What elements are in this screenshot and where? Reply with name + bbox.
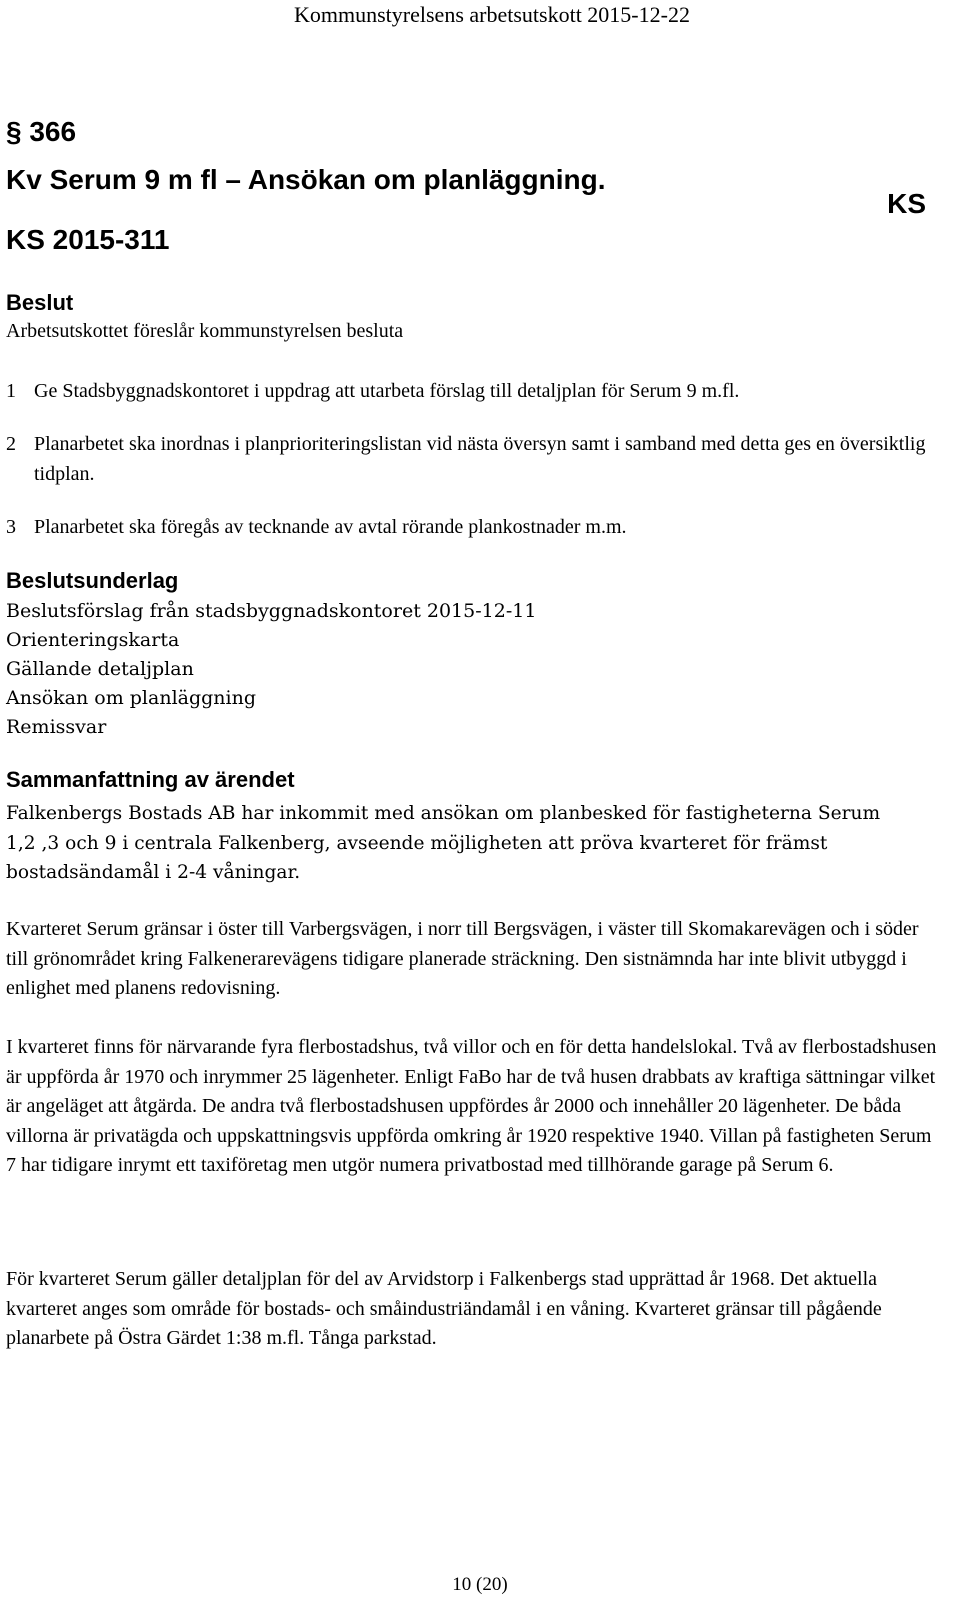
summary-paragraph: Kvarteret Serum gränsar i öster till Varbergsvägen, i norr till Bergsvägen, i väster till Skomakarevägen och i söder till grönområdet kring Falkenerarevägens tidigare planerade sträckning. Den sistnämnda har inte blivit utbyggd i enlighet med planens redovisning. [6,918,919,999]
sammanfattning-heading: Sammanfattning av ärendet [6,767,295,792]
case-number: KS 2015-311 [6,224,170,255]
decision-item-text: Planarbetet ska inordnas i planprioriteringslistan vid nästa översyn samt i samband med detta ges en översiktlig tidplan. [34,433,926,485]
decision-item-number: 2 [6,433,16,455]
beslut-heading: Beslut [6,290,74,315]
summary-paragraph: För kvarteret Serum gäller detaljplan för del av Arvidstorp i Falkenbergs stad upprättad år 1968. Det aktuella kvarteret anges som område för bostads- och småindustriändamål i en våning. Kvarteret gränsar till pågående planarbete på Östra Gärdet 1:38 m.fl. Tånga parkstad. [6,1268,882,1349]
decision-item-number: 1 [6,380,16,402]
page-number: 10 (20) [452,1574,508,1595]
summary-paragraph: Falkenbergs Bostads AB har inkommit med ansökan om planbesked för fastigheterna Serum 1,2 ,3 och 9 i centrala Falkenberg, avseende möjligheten att pröva kvarteret för främst bostadsändamål i 2-4 våningar. [6,803,881,883]
decision-item-text: Planarbetet ska föregås av tecknande av avtal rörande plankostnader m.m. [34,516,627,538]
case-title: Kv Serum 9 m fl – Ansökan om planläggning. [6,164,606,195]
beslut-intro: Arbetsutskottet föreslår kommunstyrelsen besluta [6,320,404,342]
underlag-item: Beslutsförslag från stadsbyggnadskontoret 2015-12-11 [6,600,537,622]
decision-item-text: Ge Stadsbyggnadskontoret i uppdrag att utarbeta förslag till detaljplan för Serum 9 m.fl. [34,380,740,402]
section-number: § 366 [6,116,77,147]
underlag-item: Remissvar [6,716,107,738]
summary-paragraph: I kvarteret finns för närvarande fyra flerbostadshus, två villor och en för detta handelslokal. Två av flerbostadshusen är uppförda år 1970 och inrymmer 25 lägenheter. Enligt FaBo har de två husen drabbats av kraftiga sättningar vilket är angeläget att åtgärda. De andra två flerbostadshusen uppfördes år 2000 och innehåller 20 lägenheter. De båda villorna är privatägda och uppskattningsvis uppförda omkring år 1920 respektive 1940. Villan på fastigheten Serum 7 har tidigare inrymt ett taxiföretag men utgör numera privatbostad med tillhörande garage på Serum 6. [6,1036,937,1176]
beslutsunderlag-heading: Beslutsunderlag [6,568,179,593]
underlag-item: Gällande detaljplan [6,658,194,680]
decision-item-number: 3 [6,516,16,538]
page-header [0,2,960,28]
underlag-item: Ansökan om planläggning [6,687,257,709]
underlag-item: Orienteringskarta [6,629,180,651]
department-code: KS [887,188,926,219]
header-title: Kommunstyrelsens arbetsutskott 2015-12-22 [294,2,690,27]
